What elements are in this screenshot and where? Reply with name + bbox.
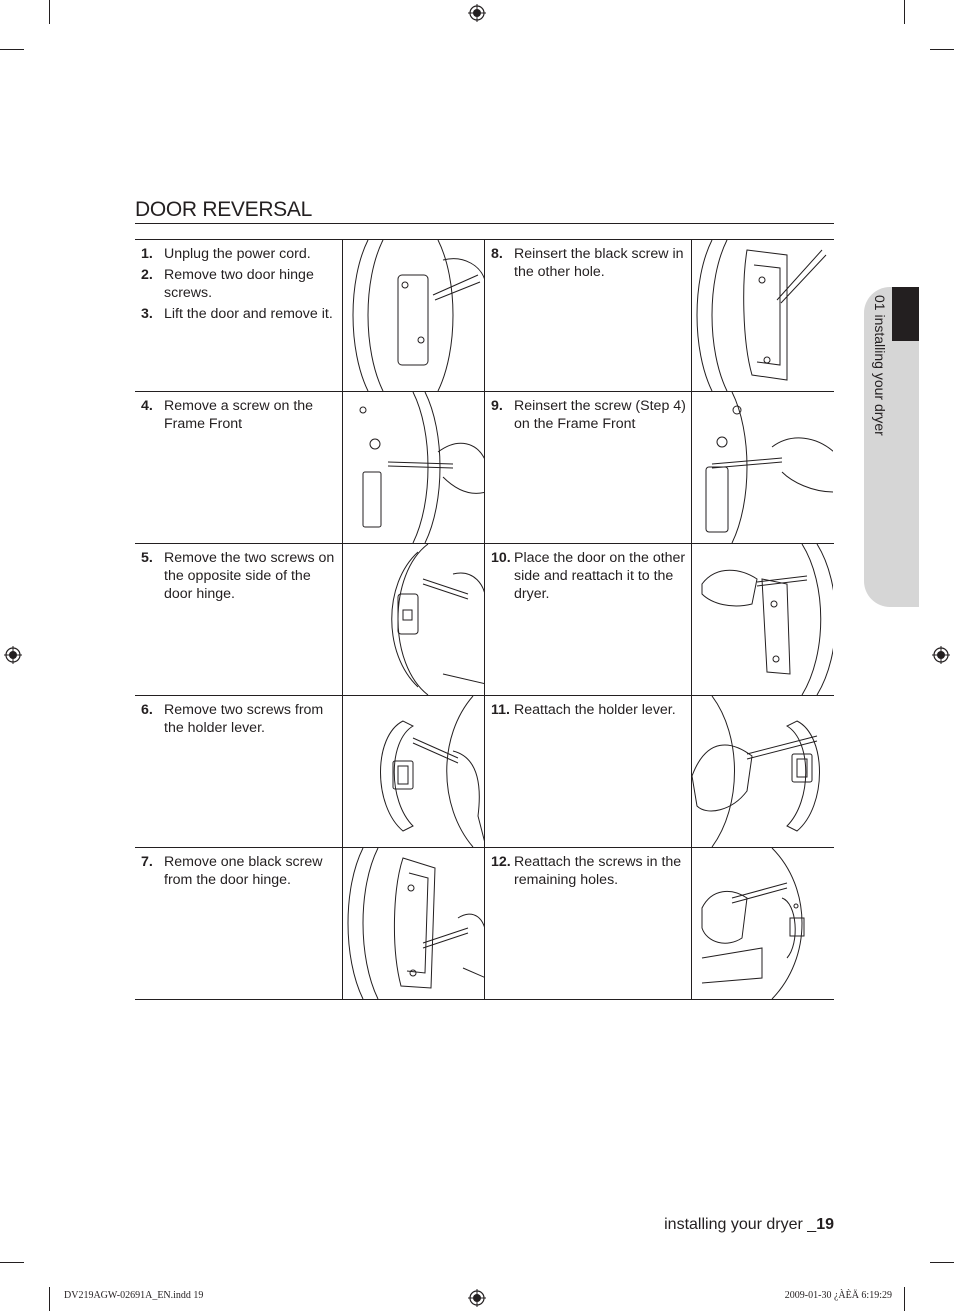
step-text: Reattach the holder lever. (514, 702, 676, 718)
registration-mark-icon (932, 646, 950, 664)
step-list (485, 696, 691, 847)
step-text: Remove a screw on the Frame Front (164, 398, 314, 432)
step-list (135, 240, 342, 391)
step-list (485, 240, 691, 391)
step-item (141, 245, 338, 263)
step-text: Reinsert the black screw in the other hole. (514, 246, 684, 280)
step-number: 3. (141, 306, 153, 322)
page-title: DOOR REVERSAL (135, 198, 312, 221)
step-item (141, 853, 338, 889)
step-number: 6. (141, 702, 153, 718)
instructions-grid (135, 239, 834, 1000)
footer-section: installing your dryer _ (664, 1216, 817, 1233)
step-illustration (342, 240, 485, 391)
step-list (135, 848, 342, 999)
section-side-tab-marker (892, 287, 919, 341)
step-text: Remove one black screw from the door hinge. (164, 854, 323, 888)
step-list (485, 392, 691, 543)
registration-mark-icon (468, 1289, 486, 1307)
step-number: 1. (141, 246, 153, 262)
print-slug-file: DV219AGW-02691A_EN.indd 19 (64, 1290, 204, 1301)
step-number: 5. (141, 550, 153, 566)
step-text: Reinsert the screw (Step 4) on the Frame Front (514, 398, 686, 432)
section-side-tab-label: 01 installing your dryer (872, 295, 888, 436)
step-number: 10. (491, 550, 511, 566)
step-number: 11. (491, 702, 510, 718)
step-item (141, 701, 338, 737)
step-illustration (691, 240, 833, 391)
title-divider (135, 223, 834, 224)
crop-mark (0, 1262, 24, 1263)
step-row (135, 239, 834, 392)
step-number: 9. (491, 398, 503, 414)
step-item (491, 397, 687, 433)
step-list (485, 848, 691, 999)
crop-mark (49, 1287, 50, 1311)
page-number: 19 (816, 1216, 834, 1233)
step-list (135, 696, 342, 847)
step-text: Lift the door and remove it. (164, 306, 333, 322)
step-text: Place the door on the other side and reattach it to the dryer. (514, 550, 686, 602)
crop-mark (904, 1287, 905, 1311)
step-row (135, 392, 834, 544)
step-item (491, 853, 687, 889)
crop-mark (0, 49, 24, 50)
crop-mark (930, 1262, 954, 1263)
step-item (141, 549, 338, 603)
step-item (491, 549, 687, 603)
step-row (135, 544, 834, 696)
page-footer (664, 1216, 834, 1234)
step-illustration (691, 544, 833, 695)
step-text: Remove the two screws on the opposite side of the door hinge. (164, 550, 335, 602)
step-number: 7. (141, 854, 153, 870)
step-number: 2. (141, 267, 153, 283)
step-illustration (342, 696, 485, 847)
step-illustration (691, 392, 833, 543)
step-number: 4. (141, 398, 153, 414)
step-list (135, 392, 342, 543)
step-row (135, 696, 834, 848)
step-illustration (691, 848, 833, 999)
step-number: 8. (491, 246, 503, 262)
step-list (485, 544, 691, 695)
step-row (135, 848, 834, 1000)
step-text: Remove two screws from the holder lever. (164, 702, 324, 736)
step-item (141, 305, 338, 323)
registration-mark-icon (468, 4, 486, 22)
step-number: 12. (491, 854, 511, 870)
registration-mark-icon (4, 646, 22, 664)
crop-mark (904, 0, 905, 24)
step-list (135, 544, 342, 695)
step-text: Unplug the power cord. (164, 246, 311, 262)
step-illustration (342, 848, 485, 999)
print-slug-timestamp: 2009-01-30 ¿ÀÈÄ 6:19:29 (784, 1290, 892, 1301)
step-text: Remove two door hinge screws. (164, 267, 314, 301)
step-item (491, 701, 687, 719)
crop-mark (49, 0, 50, 24)
step-illustration (691, 696, 833, 847)
step-item (141, 397, 338, 433)
step-item (491, 245, 687, 281)
step-item (141, 266, 338, 302)
step-illustration (342, 544, 485, 695)
crop-mark (930, 49, 954, 50)
step-illustration (342, 392, 485, 543)
step-text: Reattach the screws in the remaining holes. (514, 854, 682, 888)
